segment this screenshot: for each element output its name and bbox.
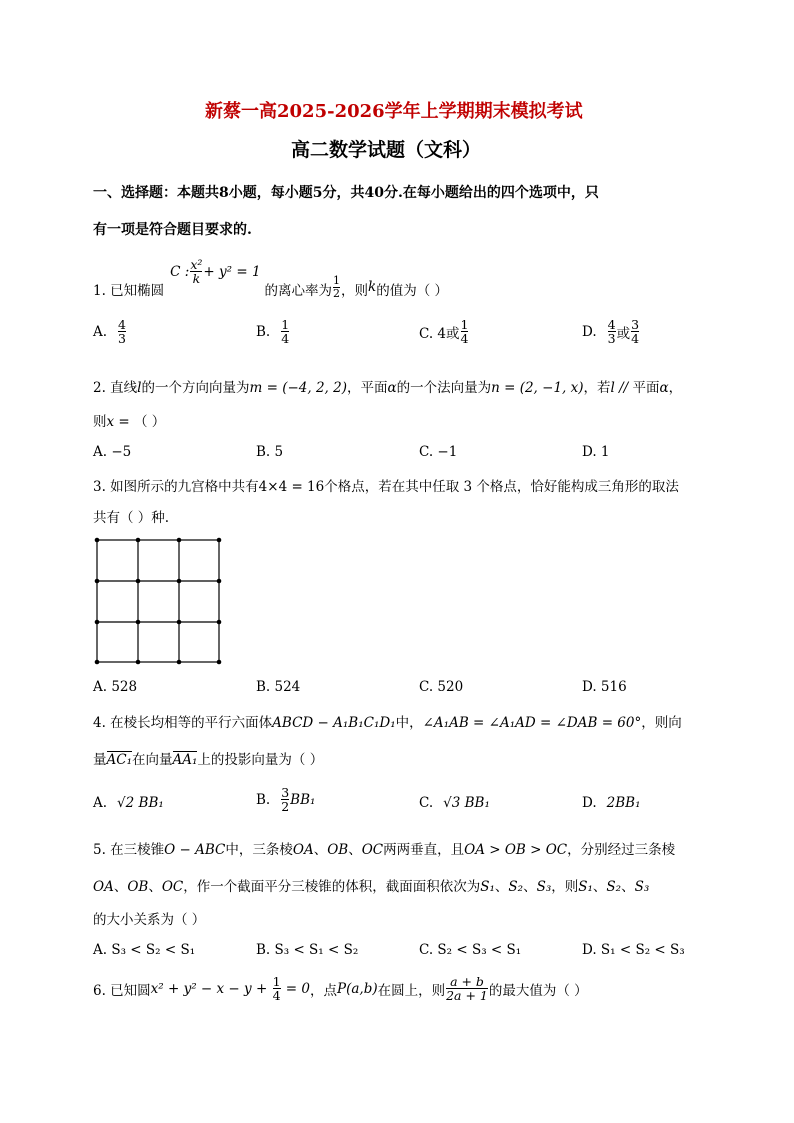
q2-text-b: 的一个方向向量为 (141, 380, 250, 396)
q1-eq-left: C : (170, 263, 190, 280)
q2-option-b[interactable]: B. 5 (256, 444, 284, 460)
q1-option-d[interactable] (582, 318, 640, 345)
q5-ob: OB (327, 842, 349, 858)
q2-n-vector: n = (2, −1, x) (491, 380, 584, 396)
section-instructions-line2: 有一项是符合题目要求的. (93, 222, 252, 238)
q3-option-b[interactable]: B. 524 (256, 679, 301, 695)
q6-point: P(a,b) (337, 980, 378, 997)
q5-sep: 、 (592, 879, 607, 895)
q5-s1: S₁ (480, 879, 495, 895)
grid-point (217, 660, 222, 665)
q2-l: l (137, 380, 142, 396)
q1-prefix: 1. 已知椭圆 (93, 283, 165, 300)
q1-e-num: 1 (333, 274, 341, 288)
question-5-line1 (93, 838, 675, 858)
q2-alpha: α (387, 380, 397, 396)
q2-text-h: 则 (93, 414, 107, 430)
q4-text-c: ，则向 (641, 715, 682, 731)
question-2-line2 (93, 410, 165, 430)
q2-text-a: 2. 直线 (93, 380, 138, 396)
q4-b-vec: BB₁ (290, 791, 316, 808)
grid-point (136, 538, 141, 543)
q5-option-c[interactable]: C. S₂ < S₃ < S₁ (419, 942, 522, 958)
q5-oc: OC (161, 879, 184, 895)
q2-text-e: ，若 (583, 380, 611, 396)
q1-option-a[interactable] (93, 318, 127, 345)
q5-option-d[interactable]: D. S₁ < S₂ < S₃ (582, 942, 685, 958)
q6-target-frac (446, 975, 488, 1002)
q5-s2: S₂ (606, 879, 622, 895)
q5-text-b: 中，三条棱 (225, 842, 293, 858)
q4-option-d[interactable] (582, 795, 640, 811)
q3-expr: 4×4 = 16 (258, 479, 325, 495)
question-5-line2 (93, 875, 649, 895)
q1-eq-frac (190, 258, 202, 285)
q1-d1-num: 4 (607, 317, 616, 332)
q6-f-den: 2a + 1 (446, 988, 488, 1004)
q1-b-label: B. (256, 323, 271, 340)
q4-vec-ac1: AC₁ (106, 752, 132, 768)
q2-l-parallel: l // (610, 380, 633, 396)
q1-d-label: D. (582, 323, 597, 340)
q1-mid: 的离心率为 (264, 283, 333, 300)
q5-text-f: ，则 (551, 879, 579, 895)
q5-ob: OB (127, 879, 149, 895)
q1-a-num: 4 (118, 317, 126, 332)
q2-text-d: 的一个法向量为 (396, 380, 492, 396)
question-2-line1 (93, 376, 682, 396)
grid-point (217, 538, 222, 543)
q5-s1: S₁ (578, 879, 593, 895)
q6-circle-frac (273, 975, 281, 1002)
question-5-line3: 的大小关系为（ ） (93, 912, 206, 928)
q5-text-d: ，分别经过三条棱 (567, 842, 676, 858)
q5-option-a[interactable]: A. S₃ < S₂ < S₁ (93, 942, 196, 958)
q5-oc: OC (361, 842, 384, 858)
q1-eq-num: x² (190, 257, 203, 272)
grid-points (95, 538, 222, 665)
grid-point (95, 620, 100, 625)
grid-point (95, 538, 100, 543)
q4-text-a: 4. 在棱长均相等的平行六面体 (93, 715, 273, 731)
q6-text-c: 在圆上，则 (377, 982, 446, 999)
q1-eccentricity (333, 275, 340, 299)
question-3-line2: 共有（ ）种. (93, 510, 170, 526)
question-4-line1 (93, 711, 682, 731)
q4-solid: ABCD − A₁B₁C₁D₁ (272, 715, 396, 731)
q1-a-label: A. (93, 323, 108, 340)
q2-text-g: ， (668, 380, 683, 396)
grid-point (177, 660, 182, 665)
q4-option-c[interactable] (419, 795, 490, 811)
q4-b-label: B. (256, 791, 271, 808)
q4-b-den: 2 (281, 799, 290, 815)
q5-oa: OA (93, 879, 114, 895)
q2-option-a[interactable]: A. −5 (93, 444, 132, 460)
q6-text-d: 的最大值为（ ） (488, 982, 588, 999)
grid-point (217, 620, 222, 625)
q3-option-d[interactable]: D. 516 (582, 679, 627, 695)
grid-point (136, 579, 141, 584)
q1-option-b[interactable] (256, 318, 290, 345)
q6-text-a: 6. 已知圆 (93, 982, 151, 999)
grid-point (136, 620, 141, 625)
q1-a-den: 3 (118, 331, 126, 347)
q1-eq-den: k (192, 271, 201, 287)
q1-c-label: C. 4或 (419, 325, 460, 342)
q3-option-c[interactable]: C. 520 (419, 679, 464, 695)
q5-text-a: 5. 在三棱锥 (93, 842, 165, 858)
q5-sep: 、 (523, 879, 537, 895)
grid-point (95, 579, 100, 584)
q4-b-num: 3 (281, 785, 290, 800)
q5-oa: OA (292, 842, 314, 858)
q4-vec-aa1: AA₁ (172, 752, 198, 768)
q4-b-frac (281, 786, 289, 813)
q4-option-b[interactable] (256, 786, 315, 813)
q1-b-frac (281, 318, 289, 345)
q2-text-c: ，平面 (346, 380, 388, 396)
q4-a-val: √2 BB₁ (117, 795, 164, 811)
nine-grid-figure (92, 535, 224, 667)
q1-a-frac (118, 318, 126, 345)
q4-option-a[interactable] (93, 795, 164, 811)
q1-mid2: ，则 (341, 283, 369, 300)
q4-d-label: D. (582, 795, 597, 811)
q2-alpha2: α (659, 380, 669, 396)
q6-c-den: 4 (272, 988, 281, 1004)
grid-point (217, 579, 222, 584)
q3-text-a: 3. 如图所示的九宫格中共有 (93, 479, 259, 495)
q5-sep: 、 (313, 842, 328, 858)
q2-option-d[interactable]: D. 1 (582, 444, 610, 460)
q1-c-frac (461, 318, 469, 345)
q6-circle-end: = 0 (281, 980, 310, 997)
section-instructions-line1: 一、选择题：本题共8小题，每小题5分，共40分.在每小题给出的四个选项中，只 (93, 185, 599, 201)
q1-option-c[interactable] (419, 318, 469, 345)
q4-text-f: 上的投影向量为（ ） (197, 752, 324, 768)
grid-point (177, 620, 182, 625)
q5-pyramid: O − ABC (164, 842, 226, 858)
q5-s3: S₃ (536, 879, 552, 895)
q1-var: k (368, 279, 377, 296)
q3-text-b: 个格点，若在其中任取 3 个格点，恰好能构成三角形的取法 (324, 479, 679, 495)
question-4-line2 (93, 748, 323, 768)
question-6 (93, 975, 588, 1002)
grid-point (95, 660, 100, 665)
q4-d-val: 2BB₁ (606, 795, 641, 811)
q4-text-b: 中， (395, 715, 423, 731)
q5-sep: 、 (148, 879, 162, 895)
q1-b-num: 1 (281, 317, 290, 332)
q1-d2-den: 4 (631, 331, 640, 347)
q4-c-val: √3 BB₁ (443, 795, 490, 811)
question-3-line1 (93, 475, 679, 495)
q1-d2-frac (631, 318, 639, 345)
q1-b-den: 4 (281, 331, 290, 347)
q5-inequality: OA > OB > OC (464, 842, 568, 858)
q6-text-b: ，点 (310, 982, 337, 999)
q1-e-den: 2 (333, 286, 341, 300)
q2-m-vector: m = (−4, 2, 2) (249, 380, 347, 396)
exam-title: 新蔡一高2025-2026学年上学期期末模拟考试 (205, 101, 583, 122)
q1-d1-den: 3 (607, 331, 616, 347)
q2-x-eq: x = (106, 414, 135, 430)
grid-point (136, 660, 141, 665)
q4-angles: ∠A₁AB = ∠A₁AD = ∠DAB = 60° (422, 715, 642, 731)
exam-subtitle: 高二数学试题（文科） (291, 139, 482, 161)
q4-text-d: 量 (93, 752, 107, 768)
q4-text-e: 在向量 (132, 752, 173, 768)
q1-d1-frac (608, 318, 616, 345)
q5-sep: 、 (348, 842, 362, 858)
q1-c-num: 1 (460, 317, 469, 332)
q2-text-f: 平面 (632, 380, 660, 396)
q6-f-num: a + b (450, 974, 484, 989)
q2-text-i: （ ） (134, 414, 166, 430)
question-1 (93, 258, 448, 307)
q1-d2-num: 3 (631, 317, 640, 332)
q5-sep: 、 (113, 879, 128, 895)
q5-sep: 、 (494, 879, 509, 895)
q1-c-den: 4 (460, 331, 469, 347)
q2-option-c[interactable]: C. −1 (419, 444, 458, 460)
grid-lines (97, 540, 219, 662)
q5-text-c: 两两垂直，且 (383, 842, 465, 858)
q1-d-or: 或 (616, 325, 631, 342)
q1-eq-right: + y² = 1 (203, 263, 261, 280)
q3-option-a[interactable]: A. 528 (93, 679, 138, 695)
q5-option-b[interactable]: B. S₃ < S₁ < S₂ (256, 942, 359, 958)
q5-s3: S₃ (634, 879, 650, 895)
q6-c-num: 1 (272, 974, 281, 989)
q4-a-label: A. (93, 795, 108, 811)
q1-ellipse-eq (170, 258, 260, 285)
grid-border (97, 540, 219, 662)
q6-circle-eq: x² + y² − x − y + (150, 980, 272, 997)
grid-point (177, 579, 182, 584)
q5-sep: 、 (621, 879, 635, 895)
grid-point (177, 538, 182, 543)
q1-suffix: 的值为（ ） (376, 283, 449, 300)
q4-c-label: C. (419, 795, 434, 811)
q5-s2: S₂ (508, 879, 524, 895)
q5-text-e: ，作一个截面平分三棱锥的体积，截面面积依次为 (183, 879, 481, 895)
